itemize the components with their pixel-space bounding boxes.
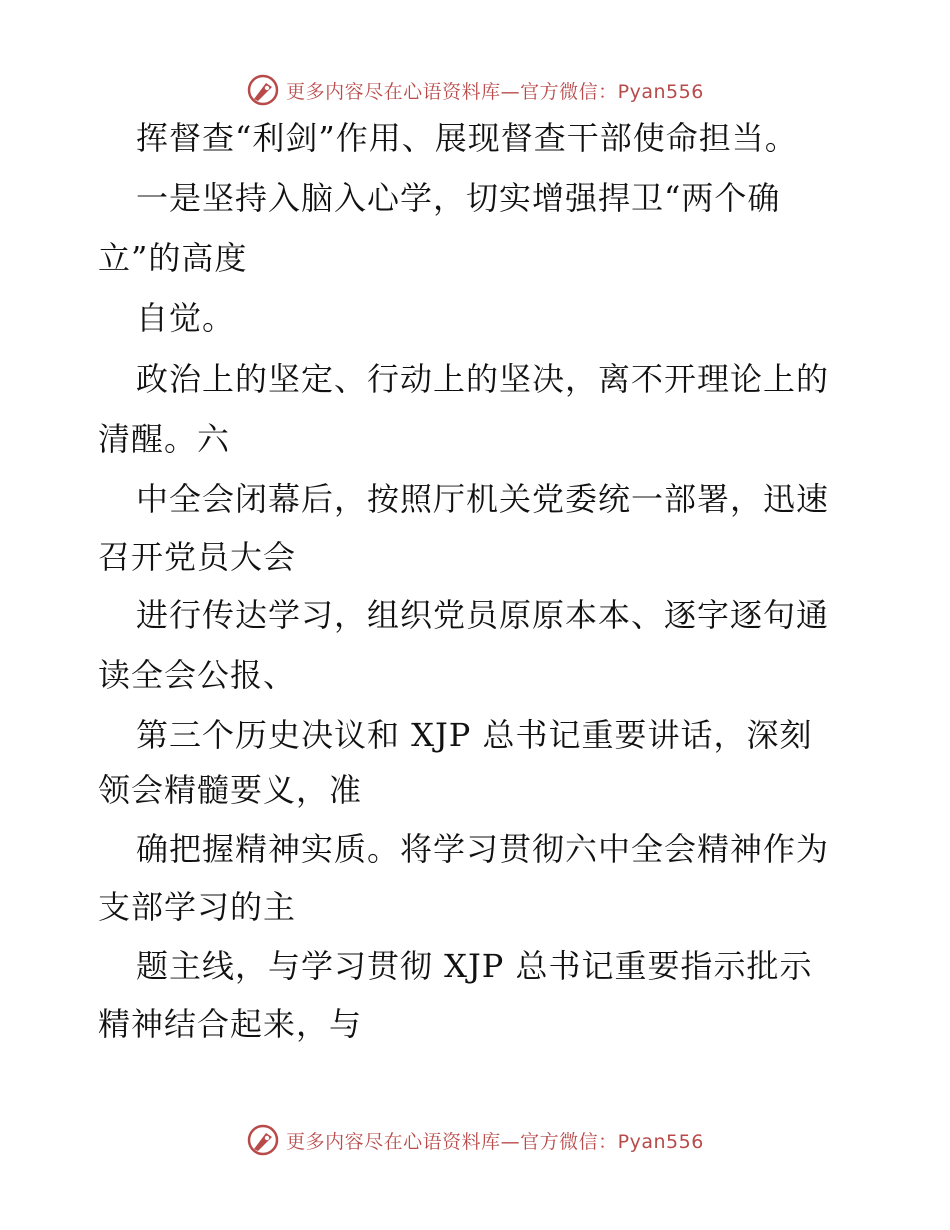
- watermark-text: 更多内容尽在心语资料库—官方微信：Pyan556: [286, 1130, 704, 1153]
- text-line: 召开党员大会: [98, 538, 297, 576]
- text-line: 立”的高度: [98, 239, 248, 277]
- pen-nib-logo-icon: [246, 73, 280, 107]
- text-line: 精神结合起来，与: [98, 1005, 363, 1043]
- pen-nib-logo-icon: [246, 1123, 280, 1157]
- footer-watermark: [0, 1120, 950, 1160]
- text-line: 领会精髓要义，准: [98, 771, 363, 809]
- text-line: 第三个历史决议和 XJP 总书记重要讲话，深刻: [136, 716, 813, 754]
- text-line: 清醒。六: [98, 420, 231, 458]
- text-line: 确把握精神实质。将学习贯彻六中全会精神作为: [136, 830, 830, 868]
- text-line: 中全会闭幕后，按照厅机关党委统一部署，迅速: [136, 480, 830, 518]
- text-line: 支部学习的主: [98, 888, 297, 926]
- watermark-text: 更多内容尽在心语资料库—官方微信：Pyan556: [286, 80, 704, 103]
- text-line: 自觉。: [136, 299, 236, 337]
- text-line: 读全会公报、: [98, 656, 297, 694]
- text-line: 题主线，与学习贯彻 XJP 总书记重要指示批示: [136, 947, 813, 985]
- text-line: 进行传达学习，组织党员原原本本、逐字逐句通: [136, 596, 830, 634]
- text-line: 挥督查“利剑”作用、展现督查干部使命担当。: [136, 119, 798, 157]
- text-line: 政治上的坚定、行动上的坚决，离不开理论上的: [136, 360, 830, 398]
- header-watermark: [0, 70, 950, 110]
- text-line: 一是坚持入脑入心学，切实增强捍卫“两个确: [136, 179, 781, 217]
